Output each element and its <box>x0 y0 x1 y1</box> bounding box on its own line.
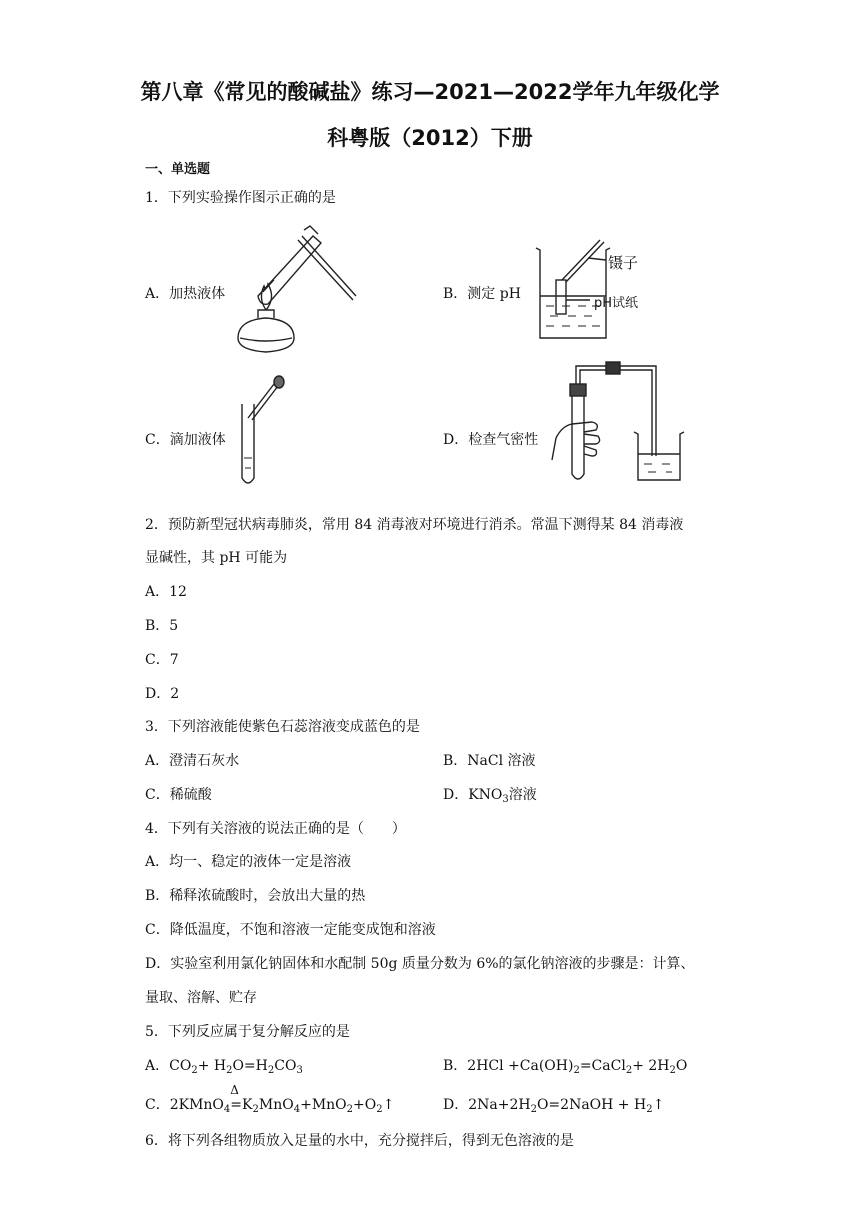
q2-option-b: B．5 <box>145 618 179 634</box>
q5-option-d: D．$2Na+2H_2O=2NaOH$ + $H_2↑$ <box>443 1097 665 1115</box>
q4-stem: 4．下列有关溶液的说法正确的是（ ） <box>145 821 406 837</box>
q2-stem-line1: 2．预防新型冠状病毒肺炎，常用 84 消毒液对环境进行消杀。常温下测得某 84 消毒液 <box>145 517 684 533</box>
q3-option-a: A．澄清石灰水 <box>145 753 240 769</box>
q6-stem: 6．将下列各组物质放入足量的水中，充分搅拌后，得到无色溶液的是 <box>145 1133 574 1149</box>
section-heading: 一、单选题 <box>145 162 211 177</box>
q1-option-c: C．滴加液体 <box>145 432 226 448</box>
page-subtitle: 科粤版（2012）下册 <box>327 126 533 150</box>
q2-stem-line2: 显碱性，其 pH 可能为 <box>145 550 288 566</box>
ph-paper-label: pH试纸 <box>594 296 639 311</box>
q5-option-a: A．$CO_2+ H_2O=H_2CO_3$ <box>145 1058 303 1076</box>
heating-liquid-illustration <box>228 226 358 356</box>
q2-option-d: D．2 <box>145 686 180 702</box>
q4-option-a: A．均一、稳定的液体一定是溶液 <box>145 854 352 870</box>
q3-option-b: B．NaCl 溶液 <box>443 753 536 769</box>
q1-option-d: D．检查气密性 <box>443 432 539 448</box>
heat-symbol: Δ <box>230 1083 239 1097</box>
q3-option-c: C．稀硫酸 <box>145 787 212 803</box>
q4-option-d-line1: D．实验室利用氯化钠固体和水配制 50g 质量分数为 6%的氯化钠溶液的步骤是：计算、 <box>145 956 695 972</box>
q4-option-c: C．降低温度，不饱和溶液一定能变成饱和溶液 <box>145 922 436 938</box>
q2-option-a: A．12 <box>145 584 187 600</box>
tweezers-label: 镊子 <box>608 254 639 272</box>
page-title: 第八章《常见的酸碱盐》练习—2021—2022学年九年级化学 <box>140 80 720 104</box>
airtightness-check-illustration <box>548 356 698 490</box>
q1-stem: 1．下列实验操作图示正确的是 <box>145 190 336 206</box>
q5-option-c: C．2KMnO$_4$ Δ $=K_2MnO_4+MnO_2+O_2↑$ <box>145 1083 395 1115</box>
q1-option-b: B．测定 pH <box>443 286 521 302</box>
q4-option-b: B．稀释浓硫酸时，会放出大量的热 <box>145 888 366 904</box>
q3-stem: 3．下列溶液能使紫色石蕊溶液变成蓝色的是 <box>145 719 420 735</box>
q5-option-b: B．$2HCl +Ca(OH)_2=CaCl_2+ 2H_2O$ <box>443 1058 688 1076</box>
q4-option-d-line2: 量取、溶解、贮存 <box>145 990 257 1006</box>
q2-option-c: C．7 <box>145 652 179 668</box>
q3-option-d: D．$KNO_3$溶液 <box>443 787 537 805</box>
dropping-liquid-illustration <box>236 374 296 494</box>
q5-stem: 5．下列反应属于复分解反应的是 <box>145 1024 350 1040</box>
q1-option-a: A．加热液体 <box>145 286 226 302</box>
